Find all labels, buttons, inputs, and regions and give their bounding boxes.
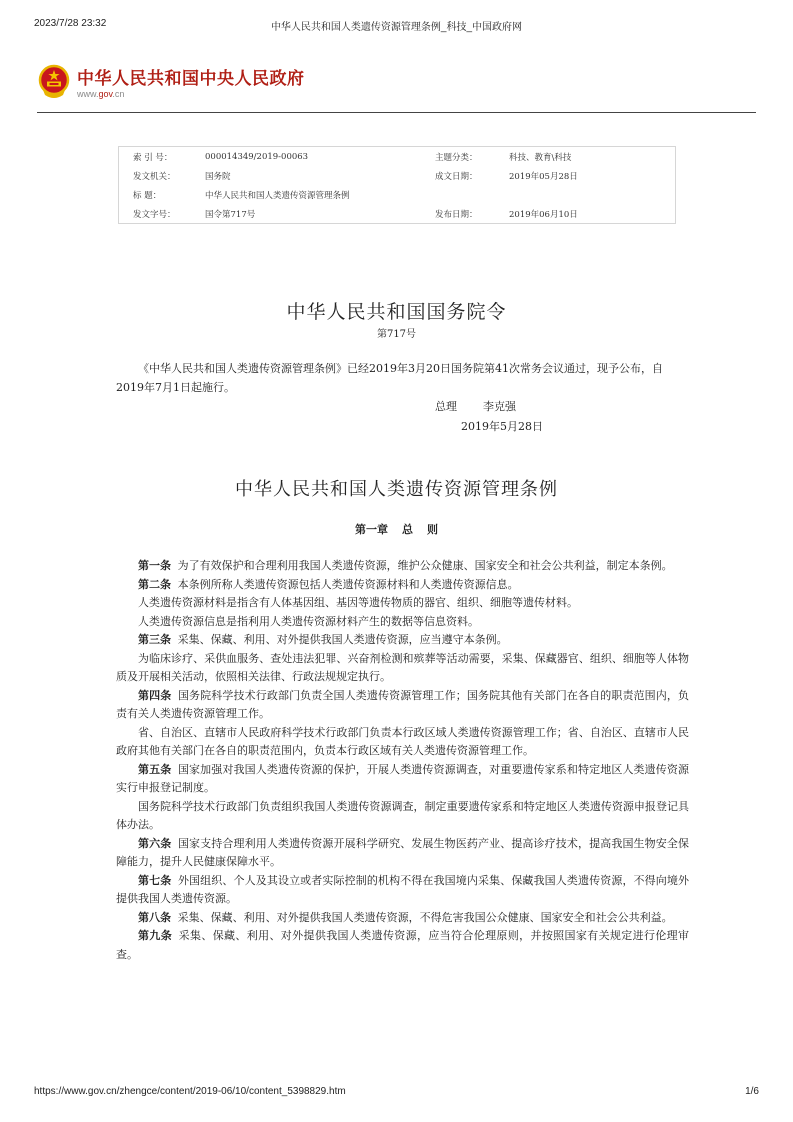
meta-empty-cell: [429, 185, 503, 204]
article-number: 第五条: [138, 762, 172, 776]
page-url[interactable]: https://www.gov.cn/zhengce/content/2019-06/10/content_5398829.htm: [34, 1086, 346, 1097]
title-label: 标 题：: [133, 190, 162, 201]
article-text: 国家加强对我国人类遗传资源的保护，开展人类遗传资源调查，对重要遗传家系和特定地区人类遗传资源实行申报登记制度。: [116, 762, 690, 794]
sign-date: 2019年5月28日: [461, 420, 543, 433]
print-datetime: 2023/7/28 23:32: [34, 18, 107, 29]
doc-no-value: 国令第717号: [205, 209, 256, 220]
articles: [116, 557, 689, 964]
article-text: 为临床诊疗、采供血服务、查处违法犯罪、兴奋剂检测和殡葬等活动需要，采集、保藏器官、组织、细胞等人体物质及开展相关活动，依照相关法律、行政法规规定执行。: [116, 651, 689, 683]
topic-value: 科技、教育\科技: [509, 152, 572, 163]
print-footer: [34, 1086, 759, 1100]
meta-empty-cell: [503, 185, 676, 204]
article-number: 第八条: [138, 910, 171, 924]
national-emblem-icon[interactable]: [37, 64, 71, 100]
site-url-prefix: www.: [77, 89, 99, 99]
article-paragraph: [116, 798, 689, 835]
article-text: 采集、保藏、利用、对外提供我国人类遗传资源，应当符合伦理原则，并按照国家有关规定进行伦理审查。: [116, 929, 690, 961]
article-paragraph: [116, 687, 689, 724]
article-paragraph: [116, 761, 689, 798]
decree-text: 《中华人民共和国人类遗传资源管理条例》已经2019年3月20日国务院第41次常务会议通过，现予公布，自2019年7月1日起施行。: [116, 362, 663, 394]
site-header: [37, 60, 756, 113]
article-text: 采集、保藏、利用、对外提供我国人类遗传资源，不得危害我国公众健康、国家安全和社会公共利益。: [177, 910, 673, 924]
article-paragraph: [116, 557, 689, 576]
article-paragraph: [116, 835, 689, 872]
signer: [435, 398, 516, 414]
article-paragraph: [116, 576, 689, 595]
site-url[interactable]: [77, 89, 124, 99]
site-url-highlight: gov: [98, 89, 113, 99]
decree-title: 中华人民共和国国务院令: [286, 301, 507, 323]
article-text: 为了有效保护和合理利用我国人类遗传资源，维护公众健康、国家安全和社会公共利益，制定本条例。: [177, 559, 673, 572]
article-number: 第一条: [138, 559, 171, 572]
article-paragraph: [116, 594, 689, 613]
topic-label: 主题分类：: [435, 152, 478, 163]
article-number: 第九条: [138, 929, 173, 942]
date-made-value: 2019年05月28日: [509, 171, 578, 182]
article-paragraph: [116, 872, 689, 909]
article-text: 国务院科学技术行政部门负责全国人类遗传资源管理工作；国务院其他有关部门在各自的职责范围内，负责有关人类遗传资源管理工作。: [116, 688, 690, 720]
chapter-word-1: 总: [402, 523, 413, 536]
article-number: 第七条: [138, 873, 172, 887]
index-value: 000014349/2019-00063: [205, 151, 309, 162]
index-label: 索 引 号：: [133, 152, 173, 163]
article-text: 采集、保藏、利用、对外提供我国人类遗传资源，应当遵守本条例。: [177, 633, 508, 646]
chapter-number: 第一章: [355, 523, 388, 536]
decree-number: 第717号: [376, 329, 417, 340]
date-made-label: 成文日期：: [435, 171, 478, 182]
regulation-title: 中华人民共和国人类遗传资源管理条例: [235, 479, 558, 500]
publish-value: 2019年06月10日: [509, 209, 578, 220]
article-paragraph: [116, 650, 689, 687]
article-text: 省、自治区、直辖市人民政府科学技术行政部门负责本行政区域人类遗传资源管理工作；省、自治区、直辖市人民政府其他有关部门在各自的职责范围内，负责本行政区域有关人类遗传资源管理工作。: [116, 725, 689, 757]
title-value: 中华人民共和国人类遗传资源管理条例: [205, 190, 350, 201]
issuer-label: 发文机关：: [133, 171, 176, 182]
chapter-heading: [0, 521, 793, 537]
issuer-value: 国务院: [205, 171, 231, 182]
article-text: 人类遗传资源信息是指利用人类遗传资源材料产生的数据等信息资料。: [138, 614, 479, 628]
doc-no-label: 发文字号：: [133, 209, 176, 220]
print-page-title: 中华人民共和国人类遗传资源管理条例_科技_中国政府网: [270, 22, 523, 33]
signer-name: 李克强: [483, 400, 516, 413]
site-url-suffix: .cn: [112, 89, 125, 99]
article-number: 第四条: [138, 688, 172, 702]
article-paragraph: [116, 613, 689, 632]
document-metadata-table: [118, 146, 676, 224]
article-text: 国家支持合理利用人类遗传资源开展科学研究、发展生物医药产业、提高诊疗技术，提高我国生物安全保障能力，提升人民健康保障水平。: [116, 836, 690, 868]
article-text: 人类遗传资源材料是指含有人体基因组、基因等遗传物质的器官、组织、细胞等遗传材料。: [138, 596, 578, 609]
publish-label: 发布日期：: [435, 209, 478, 220]
article-text: 本条例所称人类遗传资源包括人类遗传资源材料和人类遗传资源信息。: [177, 577, 519, 591]
site-name[interactable]: 中华人民共和国中央人民政府: [77, 69, 305, 89]
article-paragraph: [116, 927, 689, 964]
meta-row: [119, 166, 676, 185]
article-number: 第三条: [138, 633, 171, 646]
meta-row: [119, 147, 676, 167]
article-paragraph: [116, 909, 689, 928]
article-text: 国务院科学技术行政部门负责组织我国人类遗传资源调查，制定重要遗传家系和特定地区人类遗传资源申报登记具体办法。: [116, 799, 689, 831]
print-header: [34, 18, 759, 32]
article-number: 第二条: [138, 577, 171, 591]
article-text: 外国组织、个人及其设立或者实际控制的机构不得在我国境内采集、保藏我国人类遗传资源，不得向境外提供我国人类遗传资源。: [116, 873, 690, 905]
meta-row: [119, 185, 676, 204]
signer-title: 总理: [435, 400, 457, 413]
chapter-word-2: 则: [427, 523, 438, 536]
article-paragraph: [116, 724, 689, 761]
page-number: 1/6: [745, 1086, 759, 1097]
article-paragraph: [116, 631, 689, 650]
article-number: 第六条: [138, 836, 172, 850]
meta-row: [119, 204, 676, 224]
